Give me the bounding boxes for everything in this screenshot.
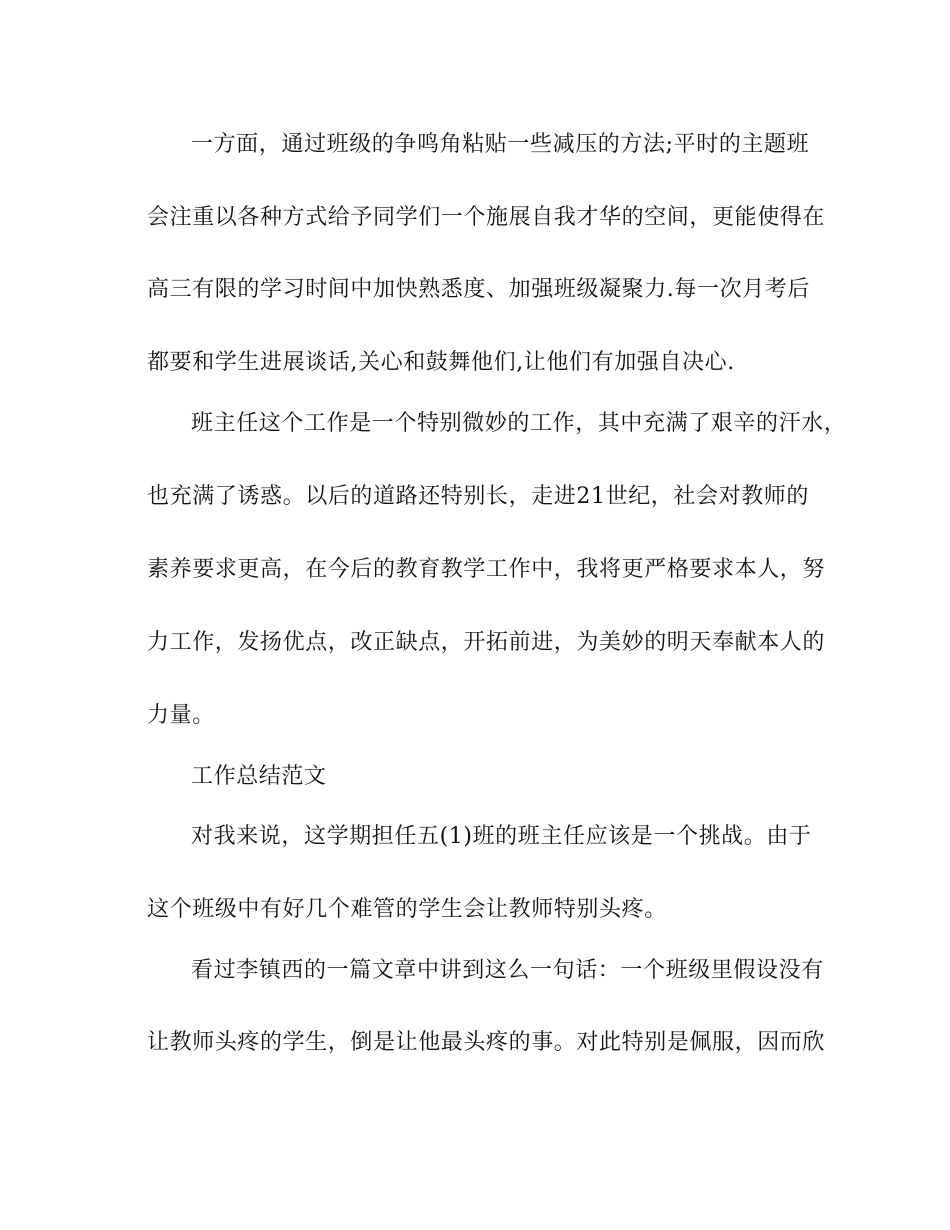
paragraph-line: 看过李镇西的一篇文章中讲到这么一句话：一个班级里假设没有 — [191, 958, 824, 983]
paragraph-line: 这个班级中有好几个难管的学生会让教师特别头疼。 — [147, 897, 667, 922]
paragraph-line: 都要和学生进展谈话,关心和鼓舞他们,让他们有加强自决心. — [147, 350, 735, 375]
paragraph-line: 高三有限的学习时间中加快熟悉度、加强班级凝聚力.每一次月考后 — [147, 277, 810, 302]
paragraph-line: 班主任这个工作是一个特别微妙的工作，其中充满了艰辛的汗水， — [191, 411, 847, 436]
paragraph-line: 也充满了诱惑。以后的道路还特别长，走进21世纪，社会对教师的 — [147, 484, 809, 509]
paragraph-line: 素养要求更高，在今后的教育教学工作中，我将更严格要求本人，努 — [147, 557, 826, 582]
paragraph-line: 力量。 — [147, 703, 215, 728]
paragraph-line: 让教师头疼的学生，倒是让他最头疼的事。对此特别是佩服，因而欣 — [147, 1030, 826, 1055]
paragraph-line: 力工作，发扬优点，改正缺点，开拓前进，为美妙的明天奉献本人的 — [147, 630, 826, 655]
paragraph-line: 对我来说，这学期担任五(1)班的班主任应该是一个挑战。由于 — [191, 824, 812, 849]
paragraph-line: 一方面，通过班级的争鸣角粘贴一些减压的方法;平时的主题班 — [191, 132, 810, 157]
paragraph-line: 会注重以各种方式给予同学们一个施展自我才华的空间，更能使得在 — [147, 205, 826, 230]
section-heading: 工作总结范文 — [191, 764, 327, 789]
